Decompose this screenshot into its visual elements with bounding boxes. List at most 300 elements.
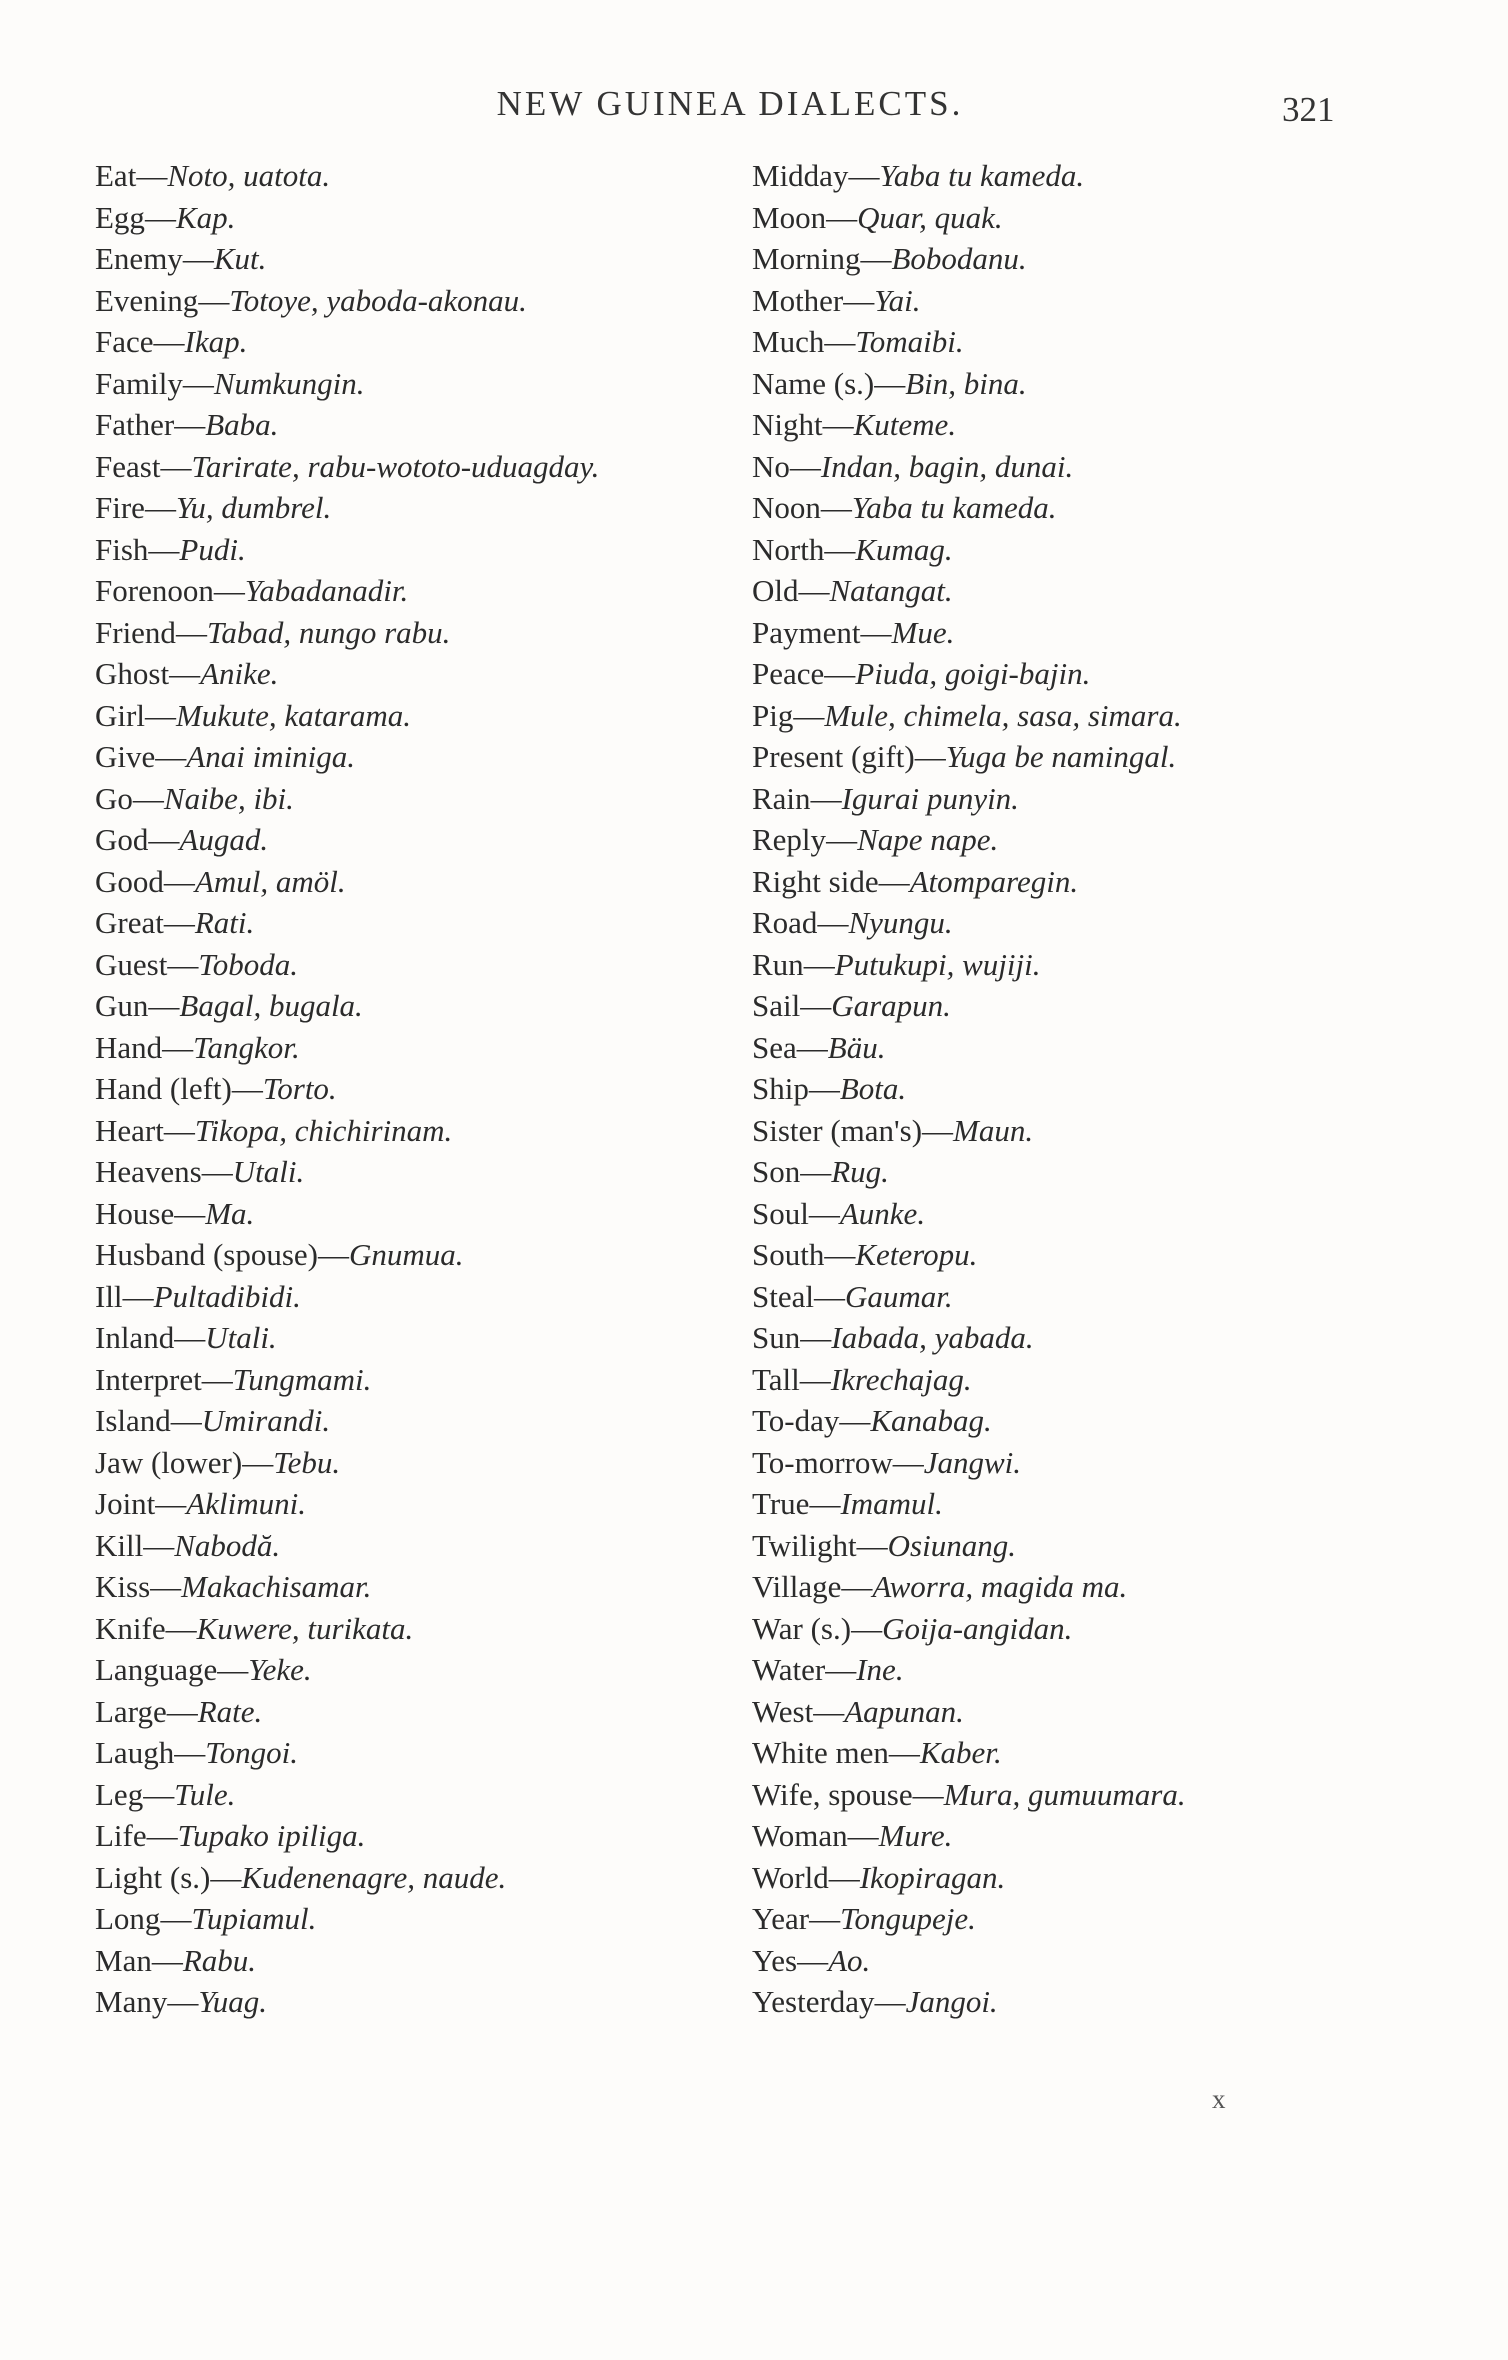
- entry-term: Fire: [95, 490, 145, 525]
- entry-term: War (s.): [752, 1610, 852, 1646]
- entry-dash: —: [148, 531, 180, 567]
- entry-term: Many: [95, 1984, 168, 2019]
- vocabulary-entry: [95, 985, 599, 1027]
- entry-dash: —: [318, 1237, 349, 1272]
- entry-translation: Bota.: [839, 1071, 907, 1106]
- entry-translation: Gnumua.: [349, 1237, 464, 1272]
- entry-term: Kiss: [95, 1569, 151, 1604]
- vocabulary-entry: [752, 819, 1186, 861]
- entry-dash: —: [874, 365, 906, 401]
- entry-term: To-day: [752, 1403, 840, 1438]
- entry-dash: —: [174, 407, 206, 442]
- entry-translation: Jangwi.: [923, 1444, 1022, 1480]
- entry-translation: Yeke.: [248, 1652, 312, 1687]
- entry-dash: —: [231, 1071, 263, 1106]
- entry-dash: —: [809, 1901, 841, 1936]
- entry-translation: Amul, amöl.: [194, 863, 346, 899]
- entry-translation: Yai.: [874, 282, 921, 318]
- entry-translation: Tarirate, rabu-wototo-uduagday.: [191, 448, 600, 484]
- left-column: [95, 155, 599, 2023]
- entry-dash: —: [174, 1195, 206, 1231]
- entry-dash: —: [793, 697, 825, 733]
- entry-dash: —: [174, 1320, 206, 1355]
- entry-translation: Gaumar.: [845, 1278, 953, 1314]
- vocabulary-entry: [752, 155, 1186, 197]
- vocabulary-entry: [752, 1732, 1186, 1774]
- vocabulary-entry: [95, 1442, 599, 1484]
- entry-translation: Kuwere, turikata.: [196, 1610, 414, 1646]
- entry-dash: —: [796, 1029, 828, 1065]
- entry-dash: —: [198, 282, 230, 318]
- entry-dash: —: [155, 739, 187, 774]
- entry-translation: Pudi.: [179, 531, 246, 567]
- entry-term: West: [752, 1693, 814, 1729]
- entry-dash: —: [892, 1444, 924, 1480]
- vocabulary-entry: [95, 1649, 599, 1691]
- entry-dash: —: [160, 1901, 192, 1936]
- entry-term: Ship: [752, 1071, 809, 1106]
- entry-term: Payment: [752, 614, 861, 650]
- entry-dash: —: [153, 324, 185, 359]
- entry-term: Yes: [752, 1942, 798, 1978]
- vocabulary-entry: [752, 1774, 1186, 1816]
- vocabulary-entry: [752, 280, 1186, 322]
- entry-term: Kill: [95, 1527, 144, 1563]
- entry-dash: —: [851, 1610, 883, 1646]
- entry-term: Good: [95, 863, 164, 899]
- vocabulary-entry: [752, 1068, 1186, 1110]
- entry-translation: Ikap.: [184, 324, 248, 359]
- entry-translation: Rati.: [194, 905, 255, 940]
- entry-translation: Augad.: [179, 822, 269, 857]
- entry-translation: Baba.: [205, 407, 279, 442]
- entry-term: Village: [752, 1569, 842, 1604]
- entry-translation: Ine.: [856, 1652, 904, 1687]
- vocabulary-entry: [752, 1608, 1186, 1650]
- vocabulary-entry: [95, 1400, 599, 1442]
- entry-dash: —: [822, 407, 854, 442]
- entry-translation: Ma.: [205, 1195, 255, 1231]
- entry-dash: —: [167, 1984, 199, 2019]
- entry-translation: Nape nape.: [857, 822, 999, 857]
- entry-term: Sail: [752, 988, 801, 1023]
- entry-translation: Garapun.: [831, 988, 951, 1023]
- entry-translation: Bobodanu.: [891, 241, 1027, 276]
- vocabulary-entry: [752, 1483, 1186, 1525]
- vocabulary-entry: [752, 1027, 1186, 1069]
- entry-term: Sun: [752, 1320, 801, 1355]
- entry-dash: —: [148, 988, 180, 1023]
- vocabulary-entry: [752, 363, 1186, 405]
- entry-translation: Nabodă.: [174, 1527, 281, 1563]
- vocabulary-entry: [752, 1525, 1186, 1567]
- entry-dash: —: [839, 1403, 871, 1438]
- entry-translation: Maun.: [953, 1112, 1034, 1148]
- vocabulary-entry: [95, 819, 599, 861]
- vocabulary-entry: [95, 280, 599, 322]
- entry-term: Gun: [95, 988, 149, 1023]
- entry-dash: —: [848, 158, 880, 193]
- entry-dash: —: [824, 531, 856, 567]
- entry-dash: —: [122, 1278, 154, 1314]
- entry-translation: Tongupeje.: [840, 1901, 976, 1936]
- vocabulary-entry: [95, 1981, 599, 2023]
- vocabulary-entry: [95, 1193, 599, 1235]
- entry-term: Guest: [95, 946, 168, 982]
- entry-term: Life: [95, 1818, 147, 1853]
- entry-translation: Tupako ipiliga.: [177, 1818, 366, 1853]
- entry-term: Water: [752, 1652, 826, 1687]
- entry-translation: Keteropu.: [855, 1237, 978, 1272]
- vocabulary-entry: [752, 1317, 1186, 1359]
- entry-translation: Tabad, nungo rabu.: [206, 614, 451, 650]
- entry-term: True: [752, 1486, 810, 1521]
- entry-term: Twilight: [752, 1527, 857, 1563]
- entry-translation: Imamul.: [840, 1486, 943, 1521]
- entry-dash: —: [160, 448, 192, 484]
- vocabulary-entry: [752, 1649, 1186, 1691]
- entry-translation: Mura, gumuumara.: [943, 1776, 1186, 1812]
- entry-dash: —: [144, 490, 176, 525]
- entry-term: Husband (spouse): [95, 1237, 318, 1272]
- entry-translation: Kaber.: [919, 1735, 1002, 1770]
- entry-translation: Rate.: [197, 1693, 263, 1729]
- entry-dash: —: [847, 1818, 879, 1853]
- entry-term: Father: [95, 407, 175, 442]
- vocabulary-entry: [95, 1151, 599, 1193]
- entry-term: Hand (left): [95, 1071, 232, 1106]
- entry-dash: —: [841, 1569, 873, 1604]
- vocabulary-entry: [95, 1276, 599, 1318]
- entry-translation: Osiunang.: [887, 1527, 1016, 1563]
- entry-translation: Toboda.: [198, 946, 298, 982]
- entry-translation: Rabu.: [182, 1942, 257, 1978]
- entry-term: Fish: [95, 531, 149, 567]
- entry-translation: Atomparegin.: [909, 863, 1079, 899]
- entry-translation: Anike.: [200, 656, 279, 691]
- vocabulary-entry: [95, 363, 599, 405]
- entry-dash: —: [798, 573, 830, 608]
- vocabulary-entry: [95, 155, 599, 197]
- entry-translation: Aapunan.: [844, 1693, 964, 1729]
- entry-translation: Tule.: [174, 1776, 236, 1812]
- entry-translation: Nyungu.: [848, 905, 953, 940]
- entry-dash: —: [874, 1984, 906, 2019]
- entry-dash: —: [151, 1942, 183, 1978]
- entry-term: Great: [95, 905, 164, 940]
- entry-dash: —: [143, 1776, 175, 1812]
- entry-dash: —: [820, 490, 852, 525]
- entry-translation: Noto, uatota.: [167, 158, 331, 193]
- vocabulary-entry: [752, 1151, 1186, 1193]
- entry-term: No: [752, 448, 790, 484]
- page-number: 321: [1282, 90, 1335, 129]
- vocabulary-entry: [95, 1317, 599, 1359]
- entry-term: Road: [752, 905, 818, 940]
- entry-dash: —: [914, 739, 946, 774]
- entry-term: Friend: [95, 614, 176, 650]
- entry-term: Egg: [95, 199, 145, 235]
- entry-term: Light (s.): [95, 1859, 211, 1895]
- vocabulary-entry: [95, 529, 599, 571]
- vocabulary-entry: [752, 1857, 1186, 1899]
- vocabulary-entry: [95, 1359, 599, 1401]
- entry-term: Laugh: [95, 1735, 175, 1770]
- entry-term: Old: [752, 573, 799, 608]
- entry-term: Yesterday: [752, 1984, 875, 2019]
- entry-dash: —: [175, 614, 207, 650]
- entry-term: Soul: [752, 1195, 809, 1231]
- vocabulary-entry: [95, 1774, 599, 1816]
- entry-term: Pig: [752, 697, 794, 733]
- entry-translation: Mue.: [891, 614, 955, 650]
- entry-term: Hand: [95, 1029, 163, 1065]
- vocabulary-entry: [752, 529, 1186, 571]
- entry-term: Ill: [95, 1278, 123, 1314]
- vocabulary-entry: [95, 1857, 599, 1899]
- entry-dash: —: [210, 1859, 242, 1895]
- entry-dash: —: [826, 199, 858, 235]
- entry-translation: Kudenenagre, naude.: [241, 1859, 507, 1895]
- vocabulary-entry: [752, 612, 1186, 654]
- vocabulary-entry: [95, 1898, 599, 1940]
- entry-dash: —: [146, 1818, 178, 1853]
- entry-translation: Kap.: [175, 199, 236, 235]
- entry-translation: Yaba tu kameda.: [879, 158, 1085, 193]
- vocabulary-entry: [752, 1815, 1186, 1857]
- entry-translation: Rug.: [831, 1154, 889, 1189]
- entry-translation: Mukute, katarama.: [175, 697, 411, 733]
- entry-term: Name (s.): [752, 365, 875, 401]
- vocabulary-entry: [752, 487, 1186, 529]
- entry-dash: —: [148, 822, 180, 857]
- entry-dash: —: [213, 573, 245, 608]
- entry-translation: Aworra, magida ma.: [872, 1569, 1128, 1604]
- vocabulary-entry: [95, 736, 599, 778]
- entry-dash: —: [217, 1652, 249, 1687]
- vocabulary-entry: [95, 321, 599, 363]
- vocabulary-entry: [752, 653, 1186, 695]
- vocabulary-entry: [95, 404, 599, 446]
- vocabulary-entry: [95, 695, 599, 737]
- entry-translation: Igurai punyin.: [841, 780, 1019, 816]
- entry-term: Eat: [95, 158, 137, 193]
- entry-term: Long: [95, 1901, 161, 1936]
- vocabulary-entry: [752, 197, 1186, 239]
- vocabulary-entry: [752, 404, 1186, 446]
- vocabulary-entry: [752, 1691, 1186, 1733]
- vocabulary-entry: [95, 1940, 599, 1982]
- entry-term: Language: [95, 1652, 218, 1687]
- entry-dash: —: [803, 946, 835, 982]
- entry-translation: Goija-angidan.: [882, 1610, 1073, 1646]
- entry-translation: Jangoi.: [905, 1984, 998, 2019]
- vocabulary-entry: [95, 861, 599, 903]
- vocabulary-entry: [752, 861, 1186, 903]
- entry-dash: —: [136, 158, 168, 193]
- entry-dash: —: [143, 1527, 175, 1563]
- vocabulary-entry: [752, 1898, 1186, 1940]
- entry-dash: —: [860, 241, 892, 276]
- entry-translation: Yuga be namingal.: [945, 739, 1177, 774]
- vocabulary-entry: [95, 612, 599, 654]
- entry-dash: —: [182, 241, 214, 276]
- signature-mark: x: [1212, 2084, 1226, 2114]
- entry-translation: Kumag.: [855, 531, 953, 567]
- entry-term: Son: [752, 1154, 801, 1189]
- vocabulary-entry: [752, 238, 1186, 280]
- entry-translation: Utali.: [205, 1320, 277, 1355]
- vocabulary-entry: [752, 1400, 1186, 1442]
- entry-translation: Yabadanadir.: [244, 573, 409, 608]
- vocabulary-entry: [752, 1234, 1186, 1276]
- vocabulary-entry: [752, 985, 1186, 1027]
- entry-term: Right side: [752, 863, 879, 899]
- entry-term: World: [752, 1859, 829, 1895]
- entry-dash: —: [797, 1942, 829, 1978]
- entry-translation: Putukupi, wujiji.: [834, 946, 1041, 982]
- vocabulary-entry: [95, 653, 599, 695]
- entry-translation: Tupiamul.: [191, 1901, 317, 1936]
- entry-translation: Ikopiragan.: [859, 1859, 1006, 1895]
- entry-translation: Tongoi.: [205, 1735, 298, 1770]
- entry-translation: Anai iminiga.: [186, 739, 356, 774]
- vocabulary-entry: [752, 1566, 1186, 1608]
- entry-translation: Makachisamar.: [181, 1569, 372, 1604]
- vocabulary-entry: [95, 1110, 599, 1152]
- entry-translation: Yu, dumbrel.: [175, 490, 332, 525]
- entry-term: To-morrow: [752, 1444, 893, 1480]
- entry-dash: —: [878, 863, 910, 899]
- entry-dash: —: [800, 1154, 832, 1189]
- entry-dash: —: [163, 863, 195, 899]
- entry-dash: —: [182, 365, 214, 401]
- entry-translation: Kanabag.: [870, 1403, 992, 1438]
- entry-term: Present (gift): [752, 739, 915, 774]
- entry-term: Heart: [95, 1112, 164, 1148]
- entry-dash: —: [800, 1320, 832, 1355]
- entry-dash: —: [856, 1527, 888, 1563]
- vocabulary-entry: [95, 944, 599, 986]
- entry-dash: —: [789, 448, 821, 484]
- entry-dash: —: [922, 1112, 954, 1148]
- entry-translation: Bäu.: [827, 1029, 886, 1065]
- entry-dash: —: [163, 1112, 195, 1148]
- entry-translation: Tangkor.: [193, 1029, 300, 1065]
- entry-translation: Torto.: [262, 1071, 337, 1106]
- entry-translation: Mure.: [878, 1818, 953, 1853]
- vocabulary-entry: [95, 778, 599, 820]
- entry-term: White men: [752, 1735, 889, 1770]
- entry-term: Noon: [752, 490, 821, 525]
- vocabulary-entry: [95, 1566, 599, 1608]
- entry-term: Sea: [752, 1029, 797, 1065]
- entry-term: Evening: [95, 282, 199, 318]
- vocabulary-entry: [752, 736, 1186, 778]
- entry-translation: Tebu.: [273, 1444, 341, 1480]
- entry-term: Jaw (lower): [95, 1444, 243, 1480]
- entry-dash: —: [132, 780, 164, 816]
- vocabulary-entry: [752, 695, 1186, 737]
- entry-dash: —: [826, 822, 858, 857]
- vocabulary-entry: [95, 446, 599, 488]
- entry-translation: Iabada, yabada.: [831, 1320, 1034, 1355]
- vocabulary-entry: [95, 1691, 599, 1733]
- vocabulary-entry: [752, 1359, 1186, 1401]
- entry-term: Woman: [752, 1818, 848, 1853]
- right-column: [752, 155, 1186, 2023]
- entry-dash: —: [817, 905, 849, 940]
- entry-term: Peace: [752, 656, 825, 691]
- entry-dash: —: [800, 988, 832, 1023]
- vocabulary-entry: [95, 1234, 599, 1276]
- entry-dash: —: [163, 905, 195, 940]
- entry-dash: —: [166, 1693, 198, 1729]
- entry-dash: —: [169, 656, 201, 691]
- entry-translation: Umirandi.: [201, 1403, 331, 1438]
- vocabulary-entry: [752, 570, 1186, 612]
- entry-translation: Totoye, yaboda-akonau.: [229, 282, 527, 318]
- entry-dash: —: [155, 1486, 187, 1521]
- vocabulary-entry: [95, 1525, 599, 1567]
- entry-translation: Aklimuni.: [186, 1486, 306, 1521]
- entry-term: Joint: [95, 1486, 156, 1521]
- entry-dash: —: [814, 1278, 845, 1314]
- entry-dash: —: [810, 780, 842, 816]
- entry-dash: —: [150, 1569, 182, 1604]
- entry-translation: Quar, quak.: [857, 199, 1003, 235]
- entry-translation: Tikopa, chichirinam.: [194, 1112, 453, 1148]
- entry-term: Morning: [752, 241, 861, 276]
- entry-dash: —: [162, 1029, 194, 1065]
- entry-dash: —: [808, 1071, 840, 1106]
- vocabulary-entry: [95, 902, 599, 944]
- vocabulary-entry: [95, 1483, 599, 1525]
- entry-dash: —: [144, 199, 176, 235]
- entry-term: Wife, spouse: [752, 1776, 913, 1812]
- vocabulary-entry: [95, 487, 599, 529]
- entry-dash: —: [167, 946, 199, 982]
- entry-dash: —: [824, 1237, 856, 1272]
- entry-dash: —: [170, 1403, 202, 1438]
- entry-term: Moon: [752, 199, 827, 235]
- entry-dash: —: [813, 1693, 845, 1729]
- entry-term: Go: [95, 780, 133, 816]
- entry-translation: Numkungin.: [213, 365, 365, 401]
- entry-term: Large: [95, 1693, 167, 1729]
- entry-translation: Mule, chimela, sasa, simara.: [824, 697, 1182, 733]
- entry-translation: Natangat.: [829, 573, 953, 608]
- entry-term: Knife: [95, 1610, 166, 1646]
- entry-term: Run: [752, 946, 804, 982]
- entry-term: Family: [95, 365, 183, 401]
- entry-translation: Naibe, ibi.: [163, 780, 294, 816]
- entry-dash: —: [201, 1154, 233, 1189]
- entry-dash: —: [824, 324, 856, 359]
- vocabulary-entry: [752, 1442, 1186, 1484]
- entry-translation: Aunke.: [839, 1195, 926, 1231]
- entry-dash: —: [860, 614, 892, 650]
- vocabulary-entry: [95, 1815, 599, 1857]
- entry-dash: —: [144, 697, 176, 733]
- entry-translation: Ao.: [828, 1942, 871, 1978]
- entry-term: Island: [95, 1403, 171, 1438]
- entry-translation: Kuteme.: [853, 407, 957, 442]
- entry-term: North: [752, 531, 825, 567]
- vocabulary-entry: [95, 238, 599, 280]
- entry-translation: Yaba tu kameda.: [851, 490, 1057, 525]
- vocabulary-entry: [752, 1940, 1186, 1982]
